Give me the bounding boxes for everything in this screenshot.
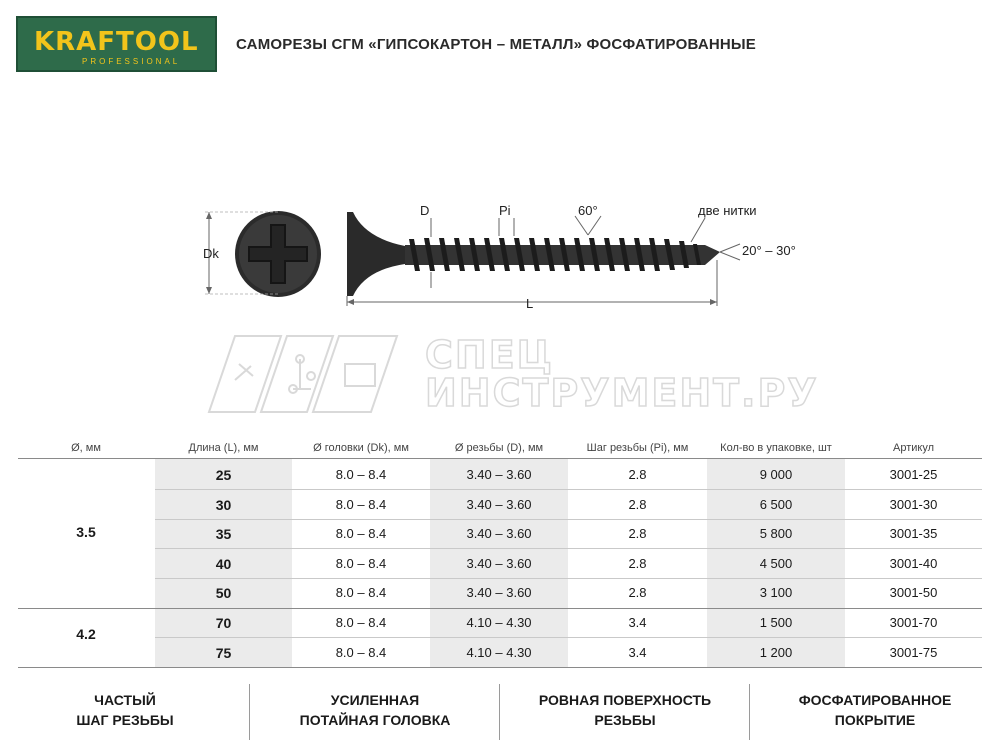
cell-sku: 3001-40	[889, 555, 938, 571]
cell-thread: 3.40 – 3.60	[466, 585, 532, 600]
cell-length: 30	[215, 496, 232, 513]
feature-line-2: ПОКРЫТИЕ	[834, 712, 916, 728]
label-length: L	[526, 296, 534, 311]
watermark-line-1: СПЕЦ	[425, 333, 554, 377]
cell-qty: 5 800	[759, 526, 793, 541]
table-header	[18, 438, 982, 458]
cell-qty: 9 000	[759, 467, 793, 482]
feature-item	[250, 690, 500, 730]
cell-sku: 3001-75	[889, 644, 938, 660]
watermark-logo	[205, 334, 405, 414]
feature-line-2: ШАГ РЕЗЬБЫ	[76, 712, 174, 728]
cell-sku: 3001-25	[889, 467, 938, 482]
logo-wordmark: KRAFTOOL	[34, 27, 199, 57]
cell-length: 75	[215, 644, 232, 661]
cell-pitch: 3.4	[628, 644, 647, 660]
cell-head: 8.0 – 8.4	[335, 555, 387, 571]
cell-length: 25	[215, 467, 232, 483]
cell-qty: 1 500	[759, 615, 793, 630]
feature-line-2: РЕЗЬБЫ	[594, 712, 656, 728]
feature-line-1: УСИЛЕННАЯ	[330, 692, 420, 708]
feature-line-2: ПОТАЙНАЯ ГОЛОВКА	[299, 712, 451, 728]
cell-thread: 4.10 – 4.30	[466, 615, 532, 630]
cell-qty: 3 100	[759, 585, 793, 600]
th-thread: Ø резьбы (D), мм	[454, 442, 544, 454]
cell-head: 8.0 – 8.4	[335, 467, 387, 482]
brand-logo	[16, 16, 217, 72]
feature-item	[500, 690, 750, 730]
feature-item	[0, 690, 250, 730]
cell-pitch: 3.4	[628, 615, 647, 630]
feature-line-1: ФОСФАТИРОВАННОЕ	[798, 692, 952, 708]
group-diameter: 3.5	[76, 524, 96, 540]
cell-pitch: 2.8	[628, 555, 647, 571]
cell-sku: 3001-30	[889, 496, 938, 512]
label-tip-angle: 20° – 30°	[742, 243, 796, 258]
group-diameter: 4.2	[76, 626, 96, 642]
feature-line-1: ЧАСТЫЙ	[94, 692, 156, 708]
cell-head: 8.0 – 8.4	[335, 585, 387, 600]
cell-qty: 4 500	[759, 555, 793, 571]
cell-head: 8.0 – 8.4	[335, 496, 387, 512]
cell-qty: 6 500	[759, 496, 793, 512]
cell-pitch: 2.8	[628, 467, 647, 482]
label-d: D	[420, 203, 430, 218]
cell-qty: 1 200	[759, 644, 793, 660]
table-row	[18, 519, 982, 549]
cell-pitch: 2.8	[628, 526, 647, 541]
cell-thread: 4.10 – 4.30	[466, 644, 532, 660]
cell-length: 35	[215, 526, 232, 542]
th-pitch: Шаг резьбы (Pi), мм	[586, 442, 689, 454]
feature-line-1: РОВНАЯ ПОВЕРХНОСТЬ	[538, 692, 712, 708]
label-dk: Dk	[203, 246, 219, 261]
cell-length: 40	[215, 555, 232, 572]
label-two-threads: две нитки	[698, 203, 757, 218]
table-row	[18, 490, 982, 520]
feature-item	[750, 690, 1000, 730]
th-diameter: Ø, мм	[71, 442, 101, 454]
header-divider	[18, 458, 982, 459]
watermark-line-2: ИНСТРУМЕНТ.РУ	[425, 371, 819, 415]
label-angle: 60°	[578, 203, 598, 218]
table-row	[18, 608, 982, 638]
table-bottom-border	[18, 667, 982, 668]
cell-thread: 3.40 – 3.60	[466, 496, 532, 512]
logo-subtitle: PROFESSIONAL	[82, 57, 181, 66]
cell-head: 8.0 – 8.4	[335, 615, 387, 630]
table-row	[18, 578, 982, 608]
features-strip	[0, 684, 1000, 744]
th-length: Длина (L), мм	[188, 442, 259, 454]
cell-thread: 3.40 – 3.60	[466, 467, 532, 482]
page-title: САМОРЕЗЫ СГМ «ГИПСОКАРТОН – МЕТАЛЛ» ФОСФАТИРОВАННЫЕ	[236, 36, 757, 53]
cell-sku: 3001-35	[889, 526, 938, 541]
cell-head: 8.0 – 8.4	[335, 526, 387, 541]
table-row	[18, 638, 982, 668]
th-sku: Артикул	[892, 442, 934, 454]
cell-thread: 3.40 – 3.60	[466, 526, 532, 541]
cell-pitch: 2.8	[628, 496, 647, 512]
cell-length: 50	[215, 585, 232, 601]
cell-thread: 3.40 – 3.60	[466, 555, 532, 571]
th-head: Ø головки (Dk), мм	[313, 442, 409, 454]
cell-pitch: 2.8	[628, 585, 647, 600]
cell-sku: 3001-70	[889, 615, 938, 630]
screw-head-view	[235, 211, 321, 297]
cell-length: 70	[215, 615, 232, 631]
table-row	[18, 460, 982, 490]
cell-sku: 3001-50	[889, 585, 938, 600]
table-row	[18, 549, 982, 579]
th-qty: Кол-во в упаковке, шт	[720, 442, 832, 454]
screw-side-view	[347, 212, 720, 296]
cell-head: 8.0 – 8.4	[335, 644, 387, 660]
label-pi: Pi	[499, 203, 511, 218]
